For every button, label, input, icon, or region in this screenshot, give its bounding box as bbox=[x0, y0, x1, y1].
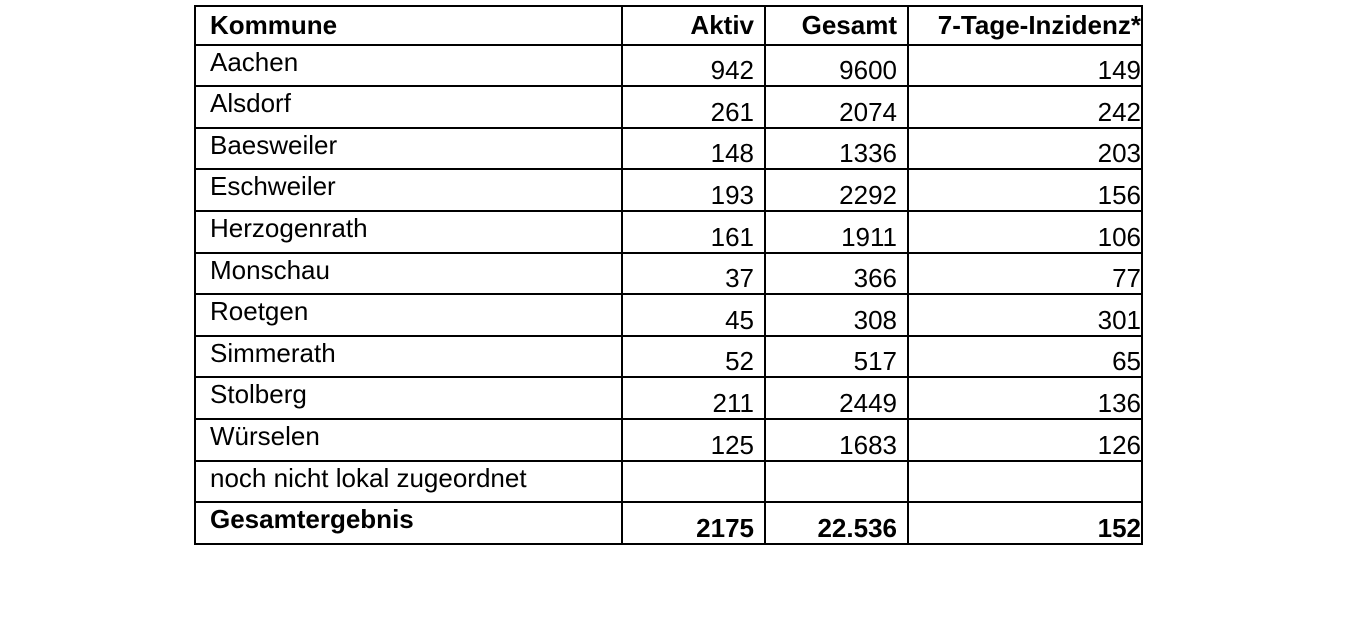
cell-gesamt: 9600 bbox=[765, 45, 908, 87]
cell-inzidenz: 106 bbox=[908, 211, 1142, 253]
cell-gesamt: 1911 bbox=[765, 211, 908, 253]
cell-aktiv: 942 bbox=[622, 45, 765, 87]
cell-aktiv: 45 bbox=[622, 294, 765, 336]
cell-inzidenz: 301 bbox=[908, 294, 1142, 336]
cell-kommune: Eschweiler bbox=[195, 169, 622, 211]
cell-total-gesamt: 22.536 bbox=[765, 502, 908, 544]
table-row bbox=[195, 169, 1142, 211]
table-row bbox=[195, 45, 1142, 87]
cell-aktiv: 52 bbox=[622, 336, 765, 378]
cell-gesamt: 517 bbox=[765, 336, 908, 378]
cell-inzidenz: 126 bbox=[908, 419, 1142, 461]
cell-gesamt: 2449 bbox=[765, 377, 908, 419]
cell-inzidenz: 156 bbox=[908, 169, 1142, 211]
covid-statistics-table bbox=[194, 5, 1143, 545]
table-row bbox=[195, 377, 1142, 419]
cell-kommune: Alsdorf bbox=[195, 86, 622, 128]
cell-gesamt: 1683 bbox=[765, 419, 908, 461]
cell-aktiv: 148 bbox=[622, 128, 765, 170]
cell-inzidenz bbox=[908, 461, 1142, 503]
header-inzidenz: 7-Tage-Inzidenz* bbox=[908, 6, 1142, 45]
cell-gesamt: 366 bbox=[765, 253, 908, 295]
cell-gesamt: 2292 bbox=[765, 169, 908, 211]
cell-inzidenz: 65 bbox=[908, 336, 1142, 378]
table-row bbox=[195, 461, 1142, 503]
header-aktiv: Aktiv bbox=[622, 6, 765, 45]
table-row bbox=[195, 253, 1142, 295]
cell-aktiv: 161 bbox=[622, 211, 765, 253]
cell-kommune: Stolberg bbox=[195, 377, 622, 419]
table-row bbox=[195, 211, 1142, 253]
table-row bbox=[195, 128, 1142, 170]
header-gesamt: Gesamt bbox=[765, 6, 908, 45]
table-row bbox=[195, 294, 1142, 336]
cell-gesamt bbox=[765, 461, 908, 503]
cell-aktiv: 261 bbox=[622, 86, 765, 128]
cell-inzidenz: 242 bbox=[908, 86, 1142, 128]
cell-kommune: Herzogenrath bbox=[195, 211, 622, 253]
cell-inzidenz: 203 bbox=[908, 128, 1142, 170]
cell-kommune: Simmerath bbox=[195, 336, 622, 378]
table-total-row bbox=[195, 502, 1142, 544]
cell-gesamt: 308 bbox=[765, 294, 908, 336]
cell-kommune: Aachen bbox=[195, 45, 622, 87]
cell-total-label: Gesamtergebnis bbox=[195, 502, 622, 544]
cell-inzidenz: 149 bbox=[908, 45, 1142, 87]
table-row bbox=[195, 336, 1142, 378]
cell-kommune: Baesweiler bbox=[195, 128, 622, 170]
cell-aktiv bbox=[622, 461, 765, 503]
cell-aktiv: 193 bbox=[622, 169, 765, 211]
cell-kommune: Würselen bbox=[195, 419, 622, 461]
cell-aktiv: 211 bbox=[622, 377, 765, 419]
cell-gesamt: 2074 bbox=[765, 86, 908, 128]
table-row bbox=[195, 419, 1142, 461]
cell-kommune: noch nicht lokal zugeordnet bbox=[195, 461, 622, 503]
cell-total-inzidenz: 152 bbox=[908, 502, 1142, 544]
cell-aktiv: 125 bbox=[622, 419, 765, 461]
cell-kommune: Roetgen bbox=[195, 294, 622, 336]
table-row bbox=[195, 86, 1142, 128]
cell-aktiv: 37 bbox=[622, 253, 765, 295]
cell-kommune: Monschau bbox=[195, 253, 622, 295]
cell-inzidenz: 77 bbox=[908, 253, 1142, 295]
table-header-row bbox=[195, 6, 1142, 45]
cell-inzidenz: 136 bbox=[908, 377, 1142, 419]
cell-total-aktiv: 2175 bbox=[622, 502, 765, 544]
cell-gesamt: 1336 bbox=[765, 128, 908, 170]
header-kommune: Kommune bbox=[195, 6, 622, 45]
